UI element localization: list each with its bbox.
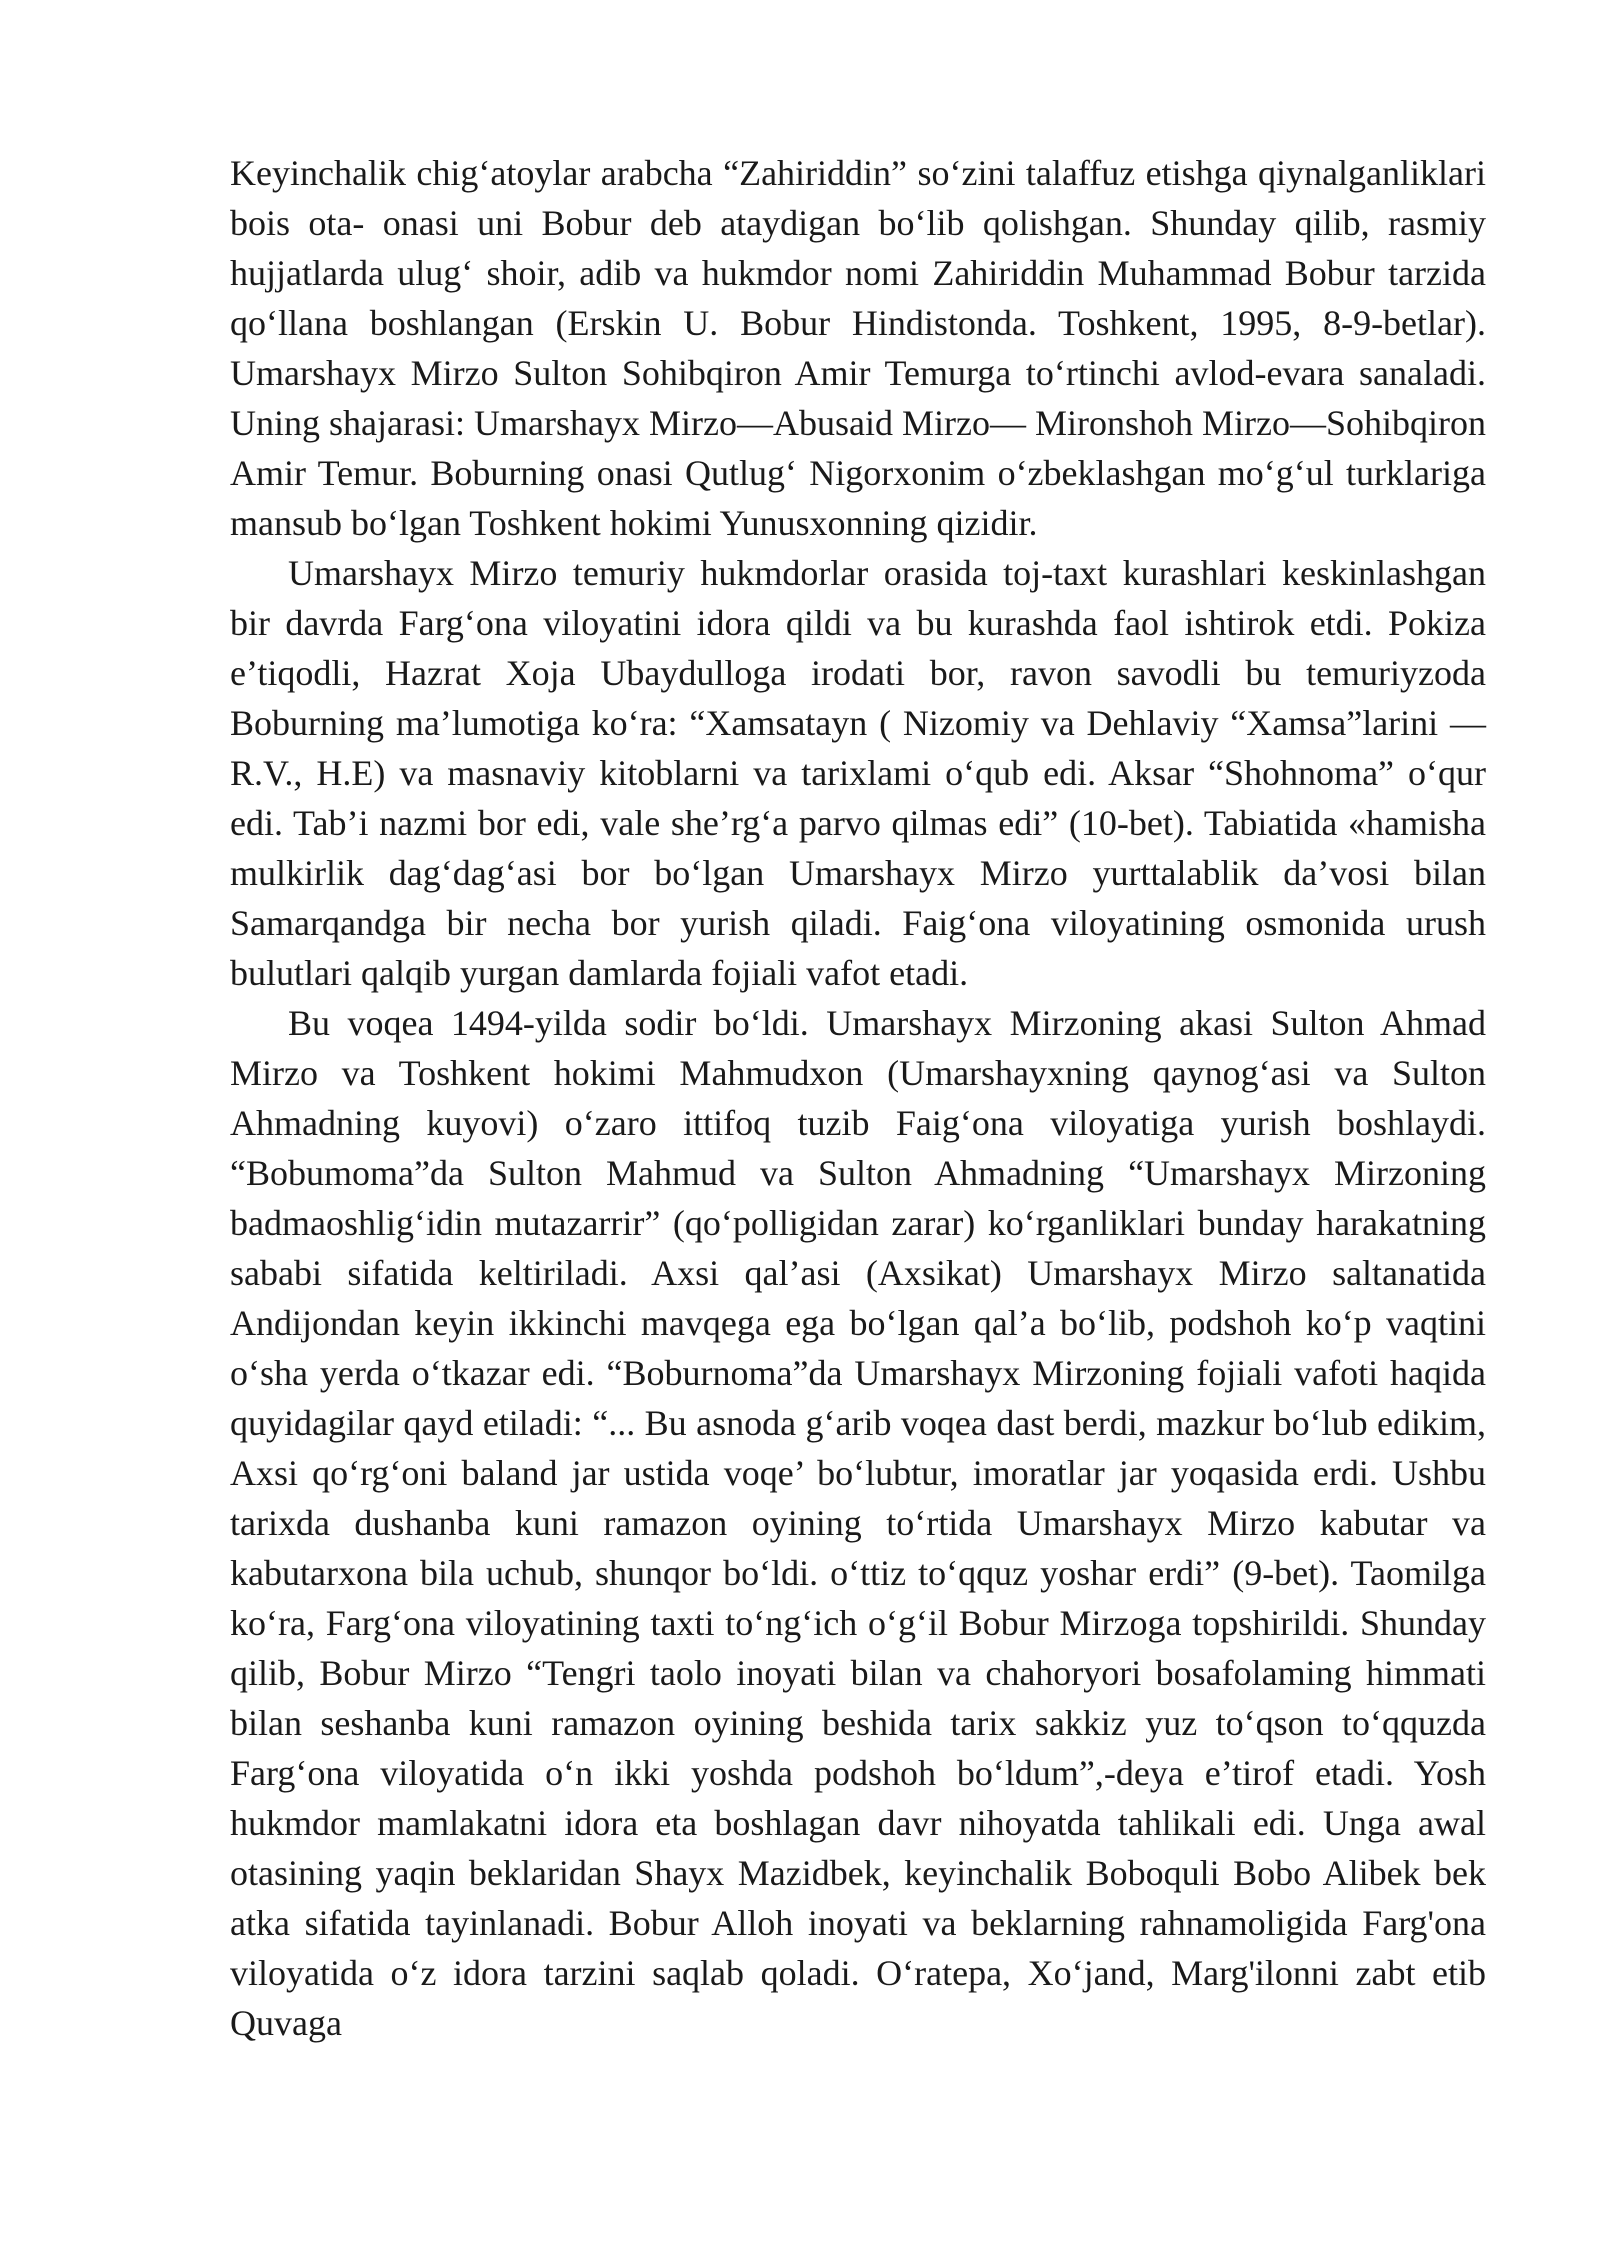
document-page (230, 148, 1486, 2048)
paragraph-2: Umarshayx Mirzo temuriy hukmdorlar orasida toj-taxt kurashlari keskinlashgan bir davrda Farg‘ona viloyatini idora qildi va bu kurashda faol ishtirok etdi. Pokiza e’tiqodli, Hazrat Xoja Ubaydulloga irodati bor, ravon savodli bu temuriyzoda Boburning ma’lumotiga ko‘ra: “Xamsatayn ( Nizomiy va Dehlaviy “Xamsa”larini — R.V., H.E) va masnaviy kitoblarni va tarixlami o‘qub edi. Aksar “Shohnoma” o‘qur edi. Tab’i nazmi bor edi, vale she’rg‘a parvo qilmas edi” (10-bet). Tabiatida «hamisha mulkirlik dag‘dag‘asi bor bo‘lgan Umarshayx Mirzo yurttalablik da’vosi bilan Samarqandga bir necha bor yurish qiladi. Faig‘ona viloyatining osmonida urush bulutlari qalqib yurgan damlarda fojiali vafot etadi. (230, 553, 1486, 993)
paragraph-3: Bu voqea 1494-yilda sodir bo‘ldi. Umarshayx Mirzoning akasi Sulton Ahmad Mirzo va Toshkent hokimi Mahmudxon (Umarshayxning qaynog‘asi va Sulton Ahmadning kuyovi) o‘zaro ittifoq tuzib Faig‘ona viloyatiga yurish boshlaydi. “Bobumoma”da Sulton Mahmud va Sulton Ahmadning “Umarshayx Mirzoning badmaoshlig‘idin mutazarrir” (qo‘polligidan zarar) ko‘rganliklari bunday harakatning sababi sifatida keltiriladi. Axsi qal’asi (Axsikat) Umarshayx Mirzo saltanatida Andijondan keyin ikkinchi mavqega ega bo‘lgan qal’a bo‘lib, podshoh ko‘p vaqtini o‘sha yerda o‘tkazar edi. “Boburnoma”da Umarshayx Mirzoning fojiali vafoti haqida quyidagilar qayd etiladi: “... Bu asnoda g‘arib voqea dast berdi, mazkur bo‘lub edikim, Axsi qo‘rg‘oni baland jar ustida voqe’ bo‘lubtur, imoratlar jar yoqasida erdi. Ushbu tarixda dushanba kuni ramazon oyining to‘rtida Umarshayx Mirzo kabutar va kabutarxona bila uchub, shunqor bo‘ldi. o‘ttiz to‘qquz yoshar erdi” (9-bet). Taomilga ko‘ra, Farg‘ona viloyatining taxti to‘ng‘ich o‘g‘il Bobur Mirzoga topshirildi. Shunday qilib, Bobur Mirzo “Tengri taolo inoyati bilan va chahoryori bosafolaming himmati bilan seshanba kuni ramazon oyining beshida tarix sakkiz yuz to‘qson to‘qquzda Farg‘ona viloyatida o‘n ikki yoshda podshoh bo‘ldum”,-deya e’tirof etadi. Yosh hukmdor mamlakatni idora eta boshlagan davr nihoyatda tahlikali edi. Unga awal otasining yaqin beklaridan Shayx Mazidbek, keyinchalik Boboquli Bobo Alibek bek atka sifatida tayinlanadi. Bobur Alloh inoyati va beklarning rahnamoligida Farg'ona viloyatida o‘z idora tarzini saqlab qoladi. O‘ratepa, Xo‘jand, Marg'ilonni zabt etib Quvaga (230, 1003, 1486, 2043)
paragraph-1: Keyinchalik chig‘atoylar arabcha “Zahiriddin” so‘zini talaffuz etishga qiynalganliklari bois ota- onasi uni Bobur deb ataydigan bo‘lib qolishgan. Shunday qilib, rasmiy hujjatlarda ulug‘ shoir, adib va hukmdor nomi Zahiriddin Muhammad Bobur tarzida qo‘llana boshlangan (Erskin U. Bobur Hindistonda. Toshkent, 1995, 8-9-betlar). Umarshayx Mirzo Sulton Sohibqiron Amir Temurga to‘rtinchi avlod-evara sanaladi. Uning shajarasi: Umarshayx Mirzo—Abusaid Mirzo— Mironshoh Mirzo—Sohibqiron Amir Temur. Boburning onasi Qutlug‘ Nigorxonim o‘zbeklashgan mo‘g‘ul turklariga mansub bo‘lgan Toshkent hokimi Yunusxonning qizidir. (230, 153, 1486, 543)
